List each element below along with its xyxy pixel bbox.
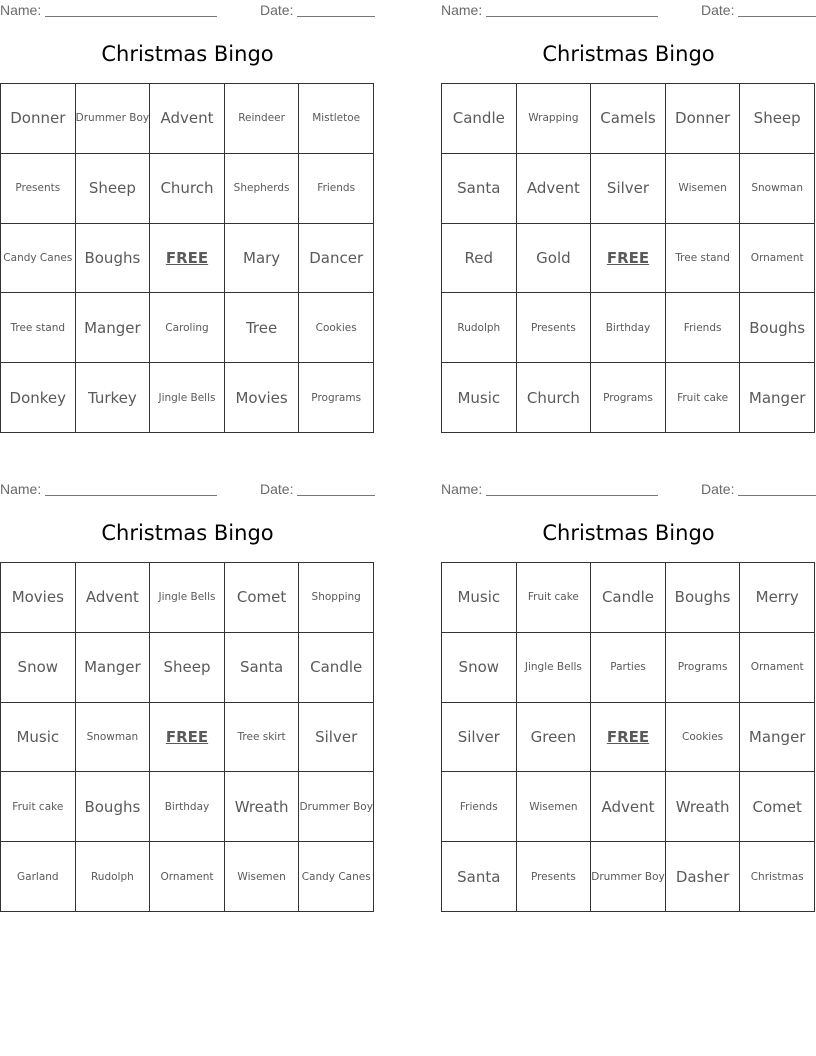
date-label: Date:: [701, 2, 735, 18]
name-label: Name:: [0, 2, 42, 18]
bingo-cell: Programs: [299, 363, 374, 433]
bingo-cell: Friends: [299, 154, 374, 224]
bingo-cell: Advent: [517, 154, 592, 224]
free-space: FREE: [591, 703, 666, 773]
bingo-cell: Red: [442, 224, 517, 294]
bingo-cell: Wisemen: [666, 154, 741, 224]
bingo-cell: Mistletoe: [299, 84, 374, 154]
bingo-cell: Boughs: [76, 772, 151, 842]
bingo-cell: Silver: [591, 154, 666, 224]
bingo-cell: Shepherds: [225, 154, 300, 224]
name-label: Name:: [441, 481, 483, 497]
bingo-cell: Advent: [150, 84, 225, 154]
bingo-cell: Silver: [442, 703, 517, 773]
bingo-cell: Camels: [591, 84, 666, 154]
date-line: [297, 495, 375, 496]
bingo-cell: Santa: [442, 842, 517, 912]
bingo-cell: Green: [517, 703, 592, 773]
bingo-cell: Comet: [740, 772, 815, 842]
bingo-cell: Drummer Boy: [76, 84, 151, 154]
bingo-card: [441, 479, 816, 919]
bingo-cell: Ornament: [740, 633, 815, 703]
card-title: Christmas Bingo: [101, 521, 274, 545]
name-date-header: [441, 0, 816, 20]
bingo-cell: Turkey: [76, 363, 151, 433]
bingo-cell: Boughs: [740, 293, 815, 363]
bingo-cell: Fruit cake: [517, 563, 592, 633]
bingo-cell: Tree stand: [1, 293, 76, 363]
bingo-cell: Manger: [76, 633, 151, 703]
bingo-cell: Programs: [666, 633, 741, 703]
bingo-grid: [441, 83, 815, 433]
bingo-cell: Jingle Bells: [150, 363, 225, 433]
name-date-header: [441, 479, 816, 499]
bingo-cell: Birthday: [150, 772, 225, 842]
name-date-header: [0, 0, 375, 20]
name-line: [486, 16, 658, 17]
bingo-cell: Music: [442, 563, 517, 633]
bingo-cell: Cookies: [666, 703, 741, 773]
bingo-cell: Advent: [76, 563, 151, 633]
bingo-cell: Candle: [442, 84, 517, 154]
bingo-cell: Advent: [591, 772, 666, 842]
card-title: Christmas Bingo: [101, 42, 274, 66]
bingo-cell: Tree skirt: [225, 703, 300, 773]
date-label: Date:: [701, 481, 735, 497]
bingo-cell: Ornament: [150, 842, 225, 912]
bingo-cell: Music: [442, 363, 517, 433]
bingo-cell: Wisemen: [517, 772, 592, 842]
bingo-cell: Sheep: [76, 154, 151, 224]
name-label: Name:: [0, 481, 42, 497]
bingo-cell: Sheep: [740, 84, 815, 154]
bingo-cell: Presents: [517, 842, 592, 912]
bingo-cell: Drummer Boy: [299, 772, 374, 842]
free-space: FREE: [591, 224, 666, 294]
bingo-cell: Jingle Bells: [150, 563, 225, 633]
bingo-cell: Manger: [740, 703, 815, 773]
date-label: Date:: [260, 481, 294, 497]
name-line: [45, 16, 217, 17]
name-line: [45, 495, 217, 496]
bingo-cell: Manger: [76, 293, 151, 363]
bingo-cell: Presents: [1, 154, 76, 224]
bingo-card: [0, 479, 375, 919]
bingo-cell: Santa: [442, 154, 517, 224]
bingo-cell: Mary: [225, 224, 300, 294]
bingo-cell: Cookies: [299, 293, 374, 363]
bingo-cell: Fruit cake: [666, 363, 741, 433]
bingo-cell: Donkey: [1, 363, 76, 433]
bingo-cell: Manger: [740, 363, 815, 433]
name-line: [486, 495, 658, 496]
bingo-cell: Jingle Bells: [517, 633, 592, 703]
bingo-cell: Friends: [666, 293, 741, 363]
bingo-cell: Candle: [591, 563, 666, 633]
bingo-cell: Garland: [1, 842, 76, 912]
bingo-grid: [0, 83, 374, 433]
bingo-cell: Music: [1, 703, 76, 773]
bingo-cell: Wreath: [666, 772, 741, 842]
date-line: [297, 16, 375, 17]
bingo-cell: Reindeer: [225, 84, 300, 154]
bingo-cell: Christmas: [740, 842, 815, 912]
bingo-cell: Candle: [299, 633, 374, 703]
bingo-cell: Wisemen: [225, 842, 300, 912]
bingo-cell: Dancer: [299, 224, 374, 294]
bingo-cell: Donner: [1, 84, 76, 154]
date-label: Date:: [260, 2, 294, 18]
bingo-cell: Parties: [591, 633, 666, 703]
date-line: [738, 495, 816, 496]
bingo-cell: Merry: [740, 563, 815, 633]
bingo-cell: Programs: [591, 363, 666, 433]
bingo-cell: Fruit cake: [1, 772, 76, 842]
bingo-cell: Snow: [442, 633, 517, 703]
bingo-cell: Caroling: [150, 293, 225, 363]
bingo-cell: Wreath: [225, 772, 300, 842]
bingo-cell: Tree: [225, 293, 300, 363]
bingo-cell: Movies: [225, 363, 300, 433]
card-title: Christmas Bingo: [542, 42, 715, 66]
name-label: Name:: [441, 2, 483, 18]
bingo-cell: Friends: [442, 772, 517, 842]
free-space: FREE: [150, 224, 225, 294]
bingo-card: [441, 0, 816, 440]
bingo-grid: [0, 562, 374, 912]
bingo-cell: Movies: [1, 563, 76, 633]
bingo-cell: Rudolph: [76, 842, 151, 912]
bingo-cell: Candy Canes: [299, 842, 374, 912]
bingo-cell: Shopping: [299, 563, 374, 633]
bingo-cell: Boughs: [666, 563, 741, 633]
bingo-cell: Comet: [225, 563, 300, 633]
bingo-cell: Tree stand: [666, 224, 741, 294]
bingo-cell: Candy Canes: [1, 224, 76, 294]
bingo-cell: Snow: [1, 633, 76, 703]
bingo-cell: Snowman: [76, 703, 151, 773]
bingo-cell: Donner: [666, 84, 741, 154]
name-date-header: [0, 479, 375, 499]
bingo-cell: Church: [517, 363, 592, 433]
bingo-cell: Ornament: [740, 224, 815, 294]
bingo-cell: Boughs: [76, 224, 151, 294]
bingo-cell: Birthday: [591, 293, 666, 363]
bingo-cell: Wrapping: [517, 84, 592, 154]
bingo-cell: Dasher: [666, 842, 741, 912]
bingo-cell: Sheep: [150, 633, 225, 703]
bingo-cell: Presents: [517, 293, 592, 363]
bingo-grid: [441, 562, 815, 912]
bingo-cell: Silver: [299, 703, 374, 773]
bingo-cell: Gold: [517, 224, 592, 294]
date-line: [738, 16, 816, 17]
card-title: Christmas Bingo: [542, 521, 715, 545]
bingo-cell: Drummer Boy: [591, 842, 666, 912]
bingo-cell: Rudolph: [442, 293, 517, 363]
bingo-cell: Santa: [225, 633, 300, 703]
bingo-card: [0, 0, 375, 440]
bingo-cell: Snowman: [740, 154, 815, 224]
free-space: FREE: [150, 703, 225, 773]
bingo-cell: Church: [150, 154, 225, 224]
